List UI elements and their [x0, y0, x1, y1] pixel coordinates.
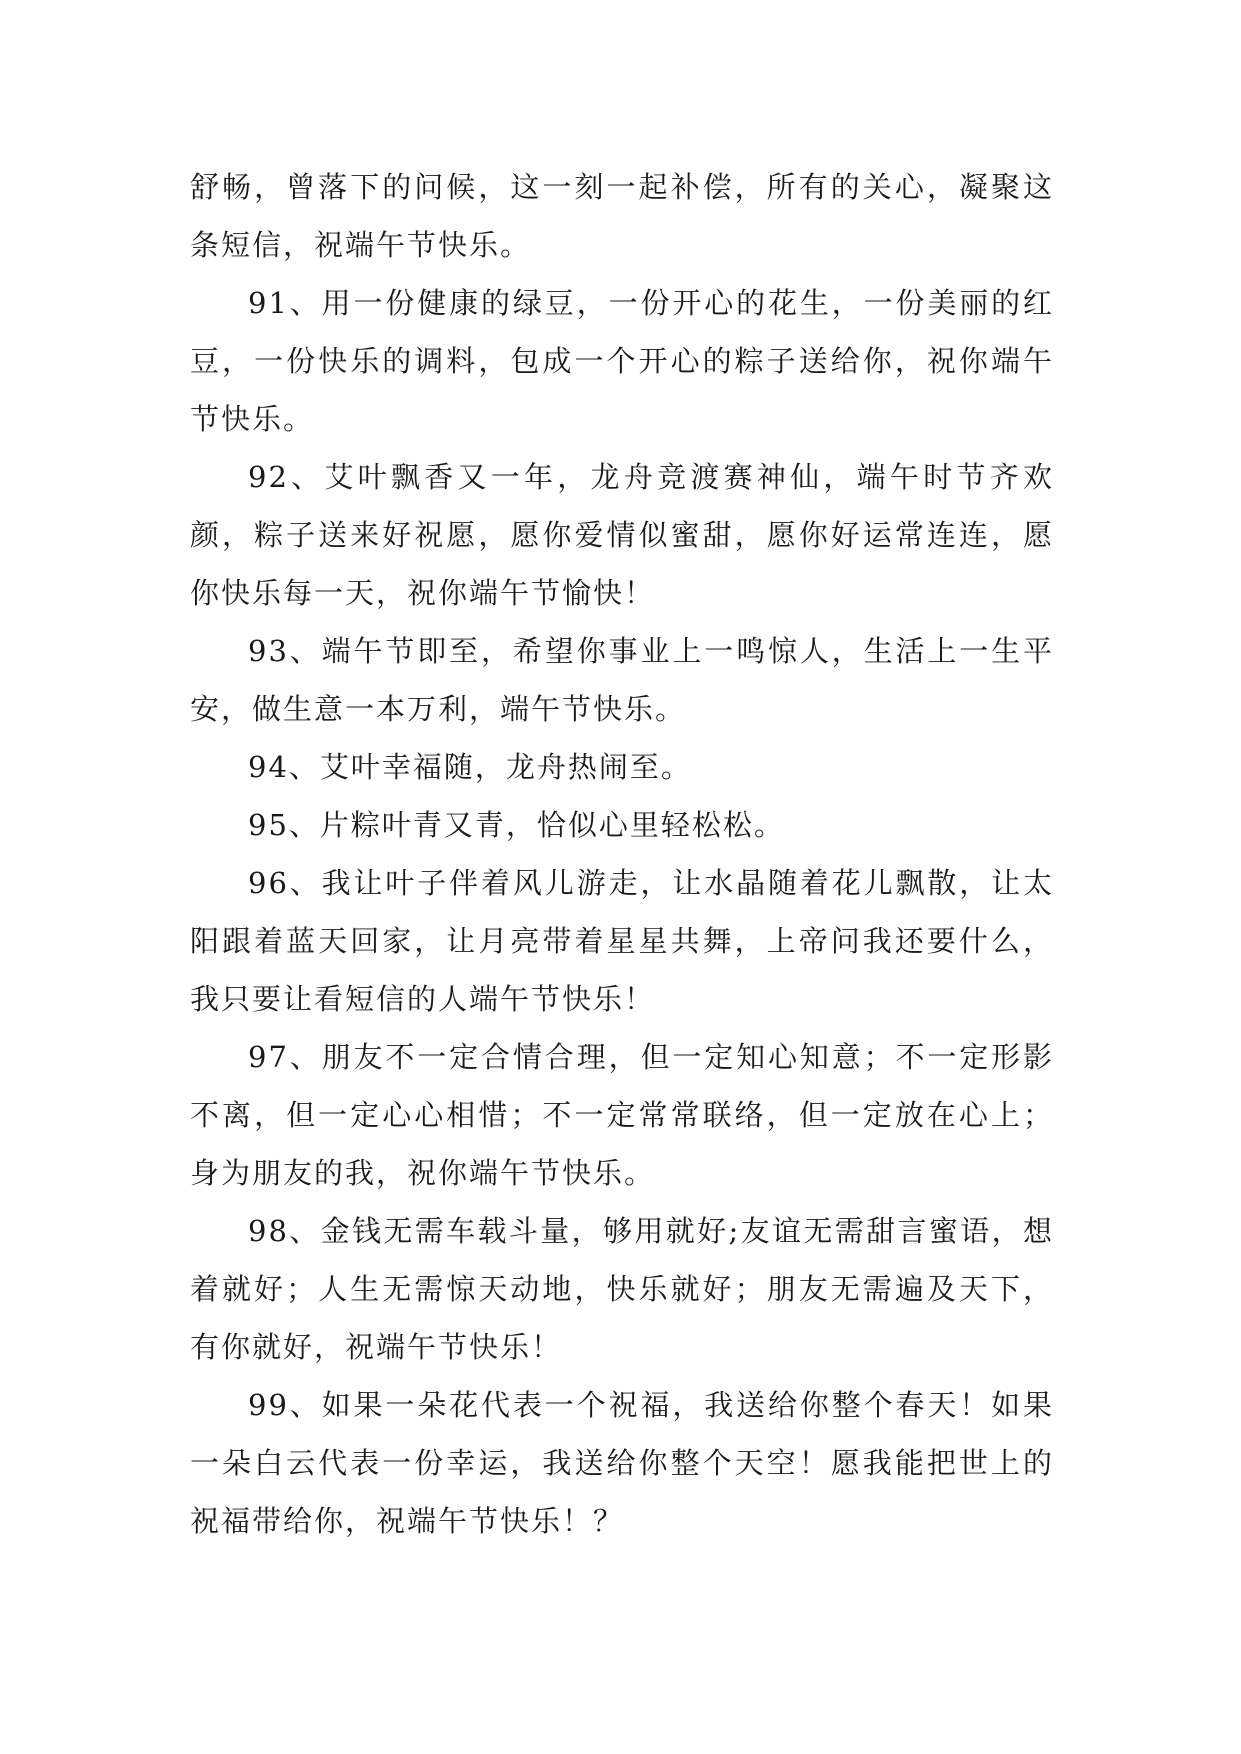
paragraph-97: 97、朋友不一定合情合理，但一定知心知意；不一定形影不离，但一定心心相惜；不一定常常联络，但一定放在心上；身为朋友的我，祝你端午节快乐。 [190, 1040, 1054, 1190]
paragraph-95: 95、片粽叶青又青，恰似心里轻松松。 [248, 808, 785, 842]
paragraph-94: 94、艾叶幸福随，龙舟热闹至。 [248, 750, 692, 784]
document-body [190, 158, 1054, 1550]
paragraph-91: 91、用一份健康的绿豆，一份开心的花生，一份美丽的红豆，一份快乐的调料，包成一个开心的粽子送给你，祝你端午节快乐。 [190, 286, 1054, 436]
paragraph-96: 96、我让叶子伴着风儿游走，让水晶随着花儿飘散，让太阳跟着蓝天回家，让月亮带着星星共舞，上帝问我还要什么，我只要让看短信的人端午节快乐！ [190, 866, 1054, 1016]
paragraph-93: 93、端午节即至，希望你事业上一鸣惊人，生活上一生平安，做生意一本万利，端午节快乐。 [190, 634, 1054, 726]
paragraph-99: 99、如果一朵花代表一个祝福，我送给你整个春天！如果一朵白云代表一份幸运，我送给你整个天空！愿我能把世上的祝福带给你，祝端午节快乐！？ [190, 1388, 1054, 1538]
paragraph-92: 92、艾叶飘香又一年，龙舟竞渡赛神仙，端午时节齐欢颜，粽子送来好祝愿，愿你爱情似蜜甜，愿你好运常连连，愿你快乐每一天，祝你端午节愉快！ [190, 460, 1054, 610]
paragraph-98: 98、金钱无需车载斗量，够用就好;友谊无需甜言蜜语，想着就好；人生无需惊天动地，快乐就好；朋友无需遍及天下，有你就好，祝端午节快乐！ [190, 1214, 1054, 1364]
paragraph-continuation: 舒畅，曾落下的问候，这一刻一起补偿，所有的关心，凝聚这条短信，祝端午节快乐。 [190, 170, 1054, 262]
